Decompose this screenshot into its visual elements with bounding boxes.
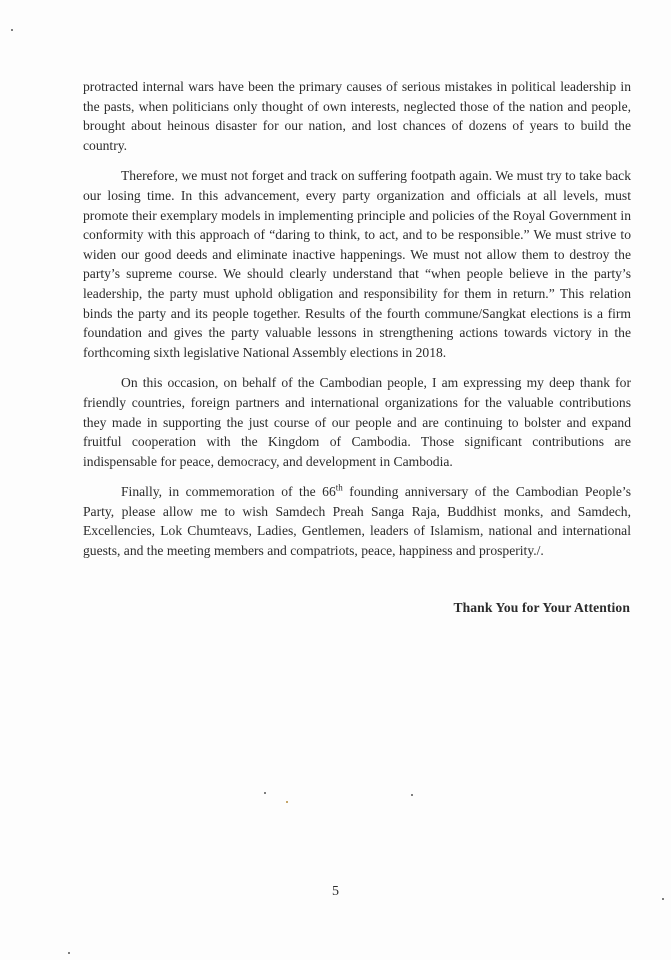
paragraph-2	[83, 166, 631, 362]
paragraph-1-text: protracted internal wars have been the primary causes of serious mistakes in political leadership in the pasts, when politicians only thought of own interests, neglected those of the nation and people, brought about heinous disaster for our nation, and lost chances of dozens of years to build the country.	[83, 79, 631, 153]
paragraph-3-text: On this occasion, on behalf of the Cambodian people, I am expressing my deep thank for friendly countries, foreign partners and international organizations for the valuable contributions they made in supporting the just course of our people and are continuing to bolster and expand fruitful cooperation with the Kingdom of Cambodia. Those significant contributions are indispensable for peace, democracy, and development in Cambodia.	[83, 375, 631, 469]
scan-speck	[264, 792, 266, 794]
page-number: 5	[332, 884, 339, 899]
paragraph-3	[83, 373, 631, 471]
paragraph-1	[83, 77, 631, 155]
scan-speck	[68, 952, 70, 954]
scan-speck	[11, 29, 13, 31]
paragraph-4-text-start: Finally, in commemoration of the 66	[121, 484, 336, 500]
ordinal-suffix: th	[335, 482, 343, 493]
paragraph-2-text: Therefore, we must not forget and track on suffering footpath again. We must try to take back our losing time. In this advancement, every party organization and officials at all levels, must promote their exemplary models in implementing principle and policies of the Royal Government in conformity with this approach of “daring to think, to act, and to be responsible.” We must strive to widen our good deeds and eliminate inactive happenings. We must not allow them to destroy the party’s supreme course. We should clearly understand that “when people believe in the party’s leadership, the party must uphold obligation and responsibility for them in return.” This relation binds the party and its people together. Results of the fourth commune/Sangkat elections is a firm foundation and gives the party valuable lessons in strengthening actions towards victory in the forthcoming sixth legislative National Assembly elections in 2018.	[83, 168, 631, 360]
scan-speck	[411, 794, 413, 796]
closing-line: Thank You for Your Attention	[453, 600, 630, 615]
body-text	[83, 77, 631, 572]
paragraph-4-text-end: founding anniversary of the Cambodian People’s Party, please allow me to wish Samdech Preah Sanga Raja, Buddhist monks, and Samdech, Excellencies, Lok Chumteavs, Ladies, Gentlemen, leaders of Islamism, national and international guests, and the meeting members and compatriots, peace, happiness and prosperity./.	[83, 484, 631, 559]
scan-speck	[286, 801, 288, 803]
scan-speck	[662, 898, 664, 900]
paragraph-4	[83, 482, 631, 560]
